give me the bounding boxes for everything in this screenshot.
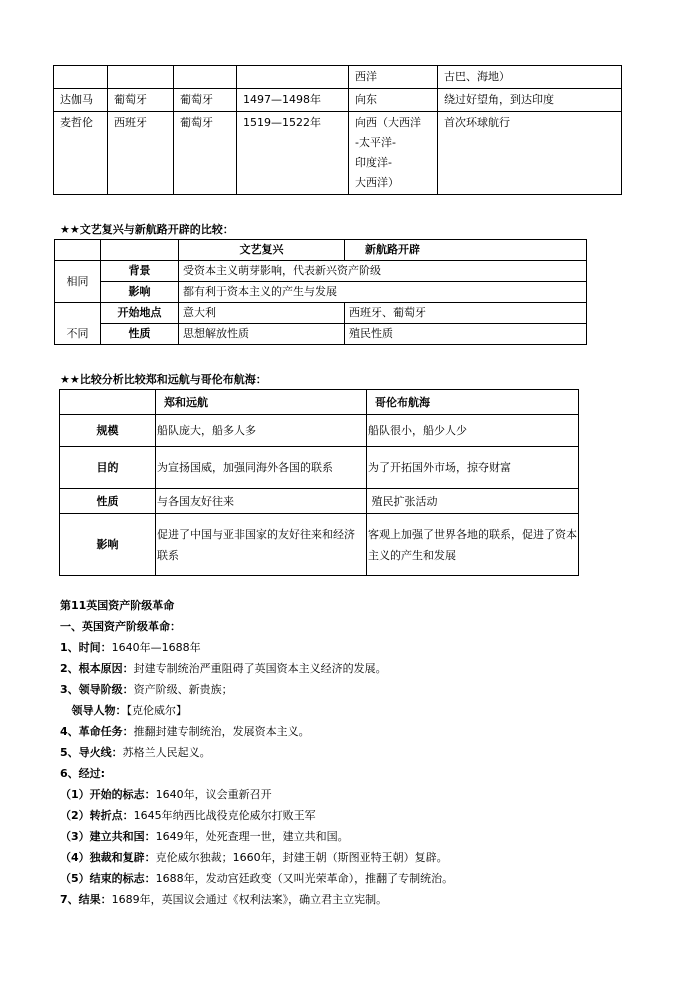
table-cell: 首次环球航行 [438,112,622,195]
table-cell: 与各国友好往来 [156,489,367,514]
table-cell: 葡萄牙 [174,89,237,112]
table-cell: 向东 [349,89,438,112]
table-cell: 西班牙、葡萄牙 [345,303,587,324]
list-item: 4、革命任务：推翻封建专制统治，发展资本主义。 [60,725,310,738]
list-item: （4）独裁和复辟：克伦威尔独裁；1660年，封建王朝（斯图亚特王朝）复辟。 [60,851,448,864]
table-row [60,390,579,415]
table-cell: 受资本主义萌芽影响，代表新兴资产阶级 [179,261,587,282]
table-cell: 船队很小，船少人少 [367,415,579,447]
table-cell: 葡萄牙 [108,89,174,112]
list-item: （3）建立共和国：1649年，处死查理一世，建立共和国。 [60,830,349,843]
list-item: 7、结果：1689年，英国议会通过《权利法案》，确立君主立宪制。 [60,893,388,906]
row-label: 影响 [60,514,156,576]
table-row [55,261,587,282]
list-item: （2）转折点：1645年纳西比战役克伦威尔打败王军 [60,809,316,822]
column-header: 新航路开辟 [345,240,587,261]
table-cell: 意大利 [179,303,345,324]
table-cell: 殖民扩张活动 [367,489,579,514]
table-row [55,282,587,303]
table-cell: 为宣扬国威，加强同海外各国的联系 [156,447,367,489]
row-label: 影响 [101,282,179,303]
table-cell: 葡萄牙 [174,112,237,195]
row-group-label: 相同 [55,261,101,303]
table-cell: 1519—1522年 [237,112,349,195]
table-cell: 客观上加强了世界各地的联系，促进了资本主义的产生和发展 [367,514,579,576]
column-header: 郑和远航 [156,390,367,415]
table-cell [174,66,237,89]
column-header: 文艺复兴 [179,240,345,261]
list-item: 5、导火线：苏格兰人民起义。 [60,746,211,759]
column-header: 哥伦布航海 [367,390,579,415]
table-row [60,514,579,576]
list-item: 领导人物：【克伦威尔】 [60,704,187,717]
table-cell [54,66,108,89]
table-cell: 都有利于资本主义的产生与发展 [179,282,587,303]
table-cell: 1497—1498年 [237,89,349,112]
table-cell: 向西（大西洋 -太平洋- 印度洋- 大西洋） [349,112,438,195]
renaissance-vs-voyages-table [54,239,587,345]
table-cell: 为了开拓国外市场，掠夺财富 [367,447,579,489]
list-item: 3、领导阶级：资产阶级、新贵族； [60,683,233,696]
lesson-subtitle: 一、英国资产阶级革命： [60,620,181,633]
table-cell: 达伽马 [54,89,108,112]
list-item: 6、经过: [60,767,106,780]
table-row [54,112,622,195]
voyages-table [53,65,622,195]
table-row [60,489,579,514]
row-label: 规模 [60,415,156,447]
list-item: 1、时间：1640年—1688年 [60,641,201,654]
table-row [60,415,579,447]
compare2-title: ★★比较分析比较郑和远航与哥伦布航海： [60,373,267,386]
row-label: 背景 [101,261,179,282]
table-cell: 殖民性质 [345,324,587,345]
list-item: （5）结束的标志：1688年，发动宫廷政变（又叫光荣革命），推翻了专制统治。 [60,872,454,885]
list-item: 2、根本原因：封建专制统治严重阻碍了英国资本主义经济的发展。 [60,662,387,675]
table-row [54,66,622,89]
table-cell [237,66,349,89]
table-cell: 绕过好望角，到达印度 [438,89,622,112]
table-row [54,89,622,112]
row-label: 性质 [60,489,156,514]
table-cell: 古巴、海地） [438,66,622,89]
table-cell: 促进了中国与亚非国家的友好往来和经济联系 [156,514,367,576]
compare1-title: ★★文艺复兴与新航路开辟的比较： [60,223,234,236]
list-item: （1）开始的标志：1640年，议会重新召开 [60,788,272,801]
table-row [55,324,587,345]
row-label: 性质 [101,324,179,345]
table-cell: 西班牙 [108,112,174,195]
row-label: 目的 [60,447,156,489]
table-cell: 船队庞大，船多人多 [156,415,367,447]
row-group-label: 不同 [55,303,101,345]
table-cell: 思想解放性质 [179,324,345,345]
table-row [60,447,579,489]
table-row [55,303,587,324]
table-cell: 麦哲伦 [54,112,108,195]
zhenghe-vs-columbus-table [59,389,579,576]
row-label: 开始地点 [101,303,179,324]
lesson-title: 第11英国资产阶级革命 [60,599,175,612]
table-cell: 西洋 [349,66,438,89]
table-row [55,240,587,261]
table-cell [108,66,174,89]
